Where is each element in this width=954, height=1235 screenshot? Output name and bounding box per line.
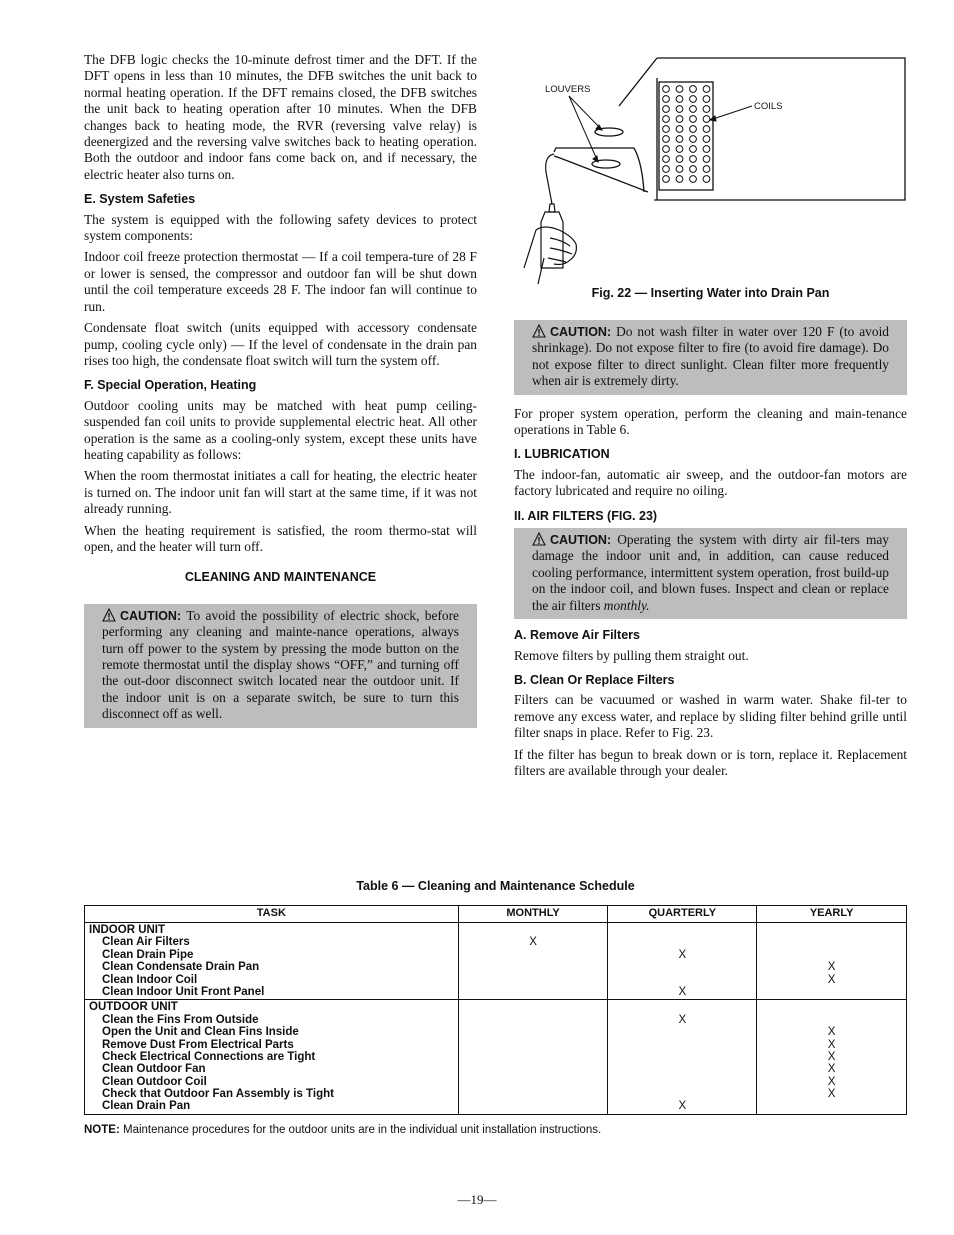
page-number: —19— [457, 1192, 497, 1207]
coil-tube [676, 156, 683, 163]
monthly-mark [463, 1100, 604, 1112]
coil-tube [663, 96, 670, 103]
caution-text: Do not wash filter in water over 120 F (to avoid shrinkage). Do not expose filter to fire (to avoid fire damage). Do not expose filter to direct sunlight. Clean filter more frequently when air is extremely dirty. [532, 324, 889, 389]
quarterly-mark [612, 1026, 752, 1038]
remove-filters-heading: A. Remove Air Filters [514, 628, 640, 643]
table-cell-task [85, 923, 459, 1000]
coil-tube [703, 126, 710, 133]
yearly-mark [761, 1014, 902, 1026]
coil-tube [663, 116, 670, 123]
table-note [84, 1124, 601, 1136]
monthly-mark [463, 1088, 604, 1100]
float-switch-paragraph: Condensate float switch (units equipped with accessory condensate pump, cooling cycle only) — If the level of condensate in the drain pan rises too high, the condensate float switch will turn the system off. [84, 320, 477, 368]
yearly-mark: X [827, 1026, 836, 1039]
yearly-mark [761, 1100, 902, 1112]
note-text: Maintenance procedures for the outdoor units are in the individual unit installation instructions. [122, 1124, 602, 1136]
warning-triangle-icon [102, 608, 116, 622]
monthly-mark [463, 1076, 604, 1088]
monthly-mark [463, 986, 604, 998]
quarterly-mark [612, 961, 752, 973]
caution-text: Operating the system with dirty air fil-ters may damage the indoor unit and, in addition, can cause reduced cooling performance, intermittent system operation, frost build-up on the indoor coil, and blown fuses. Inspect and clean or replace the air filters [532, 532, 889, 613]
coil-tube [690, 156, 697, 163]
yearly-mark: X [827, 1088, 836, 1101]
proper-operation-paragraph: For proper system operation, perform the cleaning and main-tenance operations in Table 6. [514, 405, 907, 438]
quarterly-mark: X [678, 1100, 687, 1113]
yearly-mark: X [827, 973, 836, 986]
replace-filters-paragraph: If the filter has begun to break down or is torn, replace it. Replacement filters are available through your dealer. [514, 746, 907, 778]
lubrication-paragraph: The indoor-fan, automatic air sweep, and the outdoor-fan motors are factory lubricated and require no oiling. [514, 466, 907, 499]
header-task: TASK [85, 906, 459, 923]
coil-tube [690, 106, 697, 113]
figure-caption: Fig. 22 — Inserting Water into Drain Pan [591, 286, 830, 300]
task-label: Clean Indoor Coil [102, 973, 198, 986]
cleaning-maintenance-heading: CLEANING AND MAINTENANCE [184, 570, 377, 585]
coil-tube [703, 156, 710, 163]
coil-tube [676, 136, 683, 143]
yearly-mark: X [827, 1063, 836, 1076]
table-row [85, 923, 907, 1000]
coil-tube [690, 146, 697, 153]
special-operation-heading: F. Special Operation, Heating [84, 378, 257, 393]
freeze-protection-paragraph: Indoor coil freeze protection thermostat — If a coil tempera-ture of 28 F or lower is sensed, the compressor and outdoor fan will be shut down until the coil temperature exceeds 28 F. The indoor fan will continue to run. [84, 249, 477, 314]
quarterly-mark: X [678, 985, 687, 998]
caution-emphasis: monthly. [603, 597, 650, 613]
coil-tube [663, 156, 670, 163]
coil-tube [703, 116, 710, 123]
task-label: Clean Outdoor Coil [102, 1075, 207, 1088]
coil-tube [676, 166, 683, 173]
group-title-spacer [612, 1001, 752, 1013]
task-label: Clean Drain Pipe [102, 948, 194, 961]
lubrication-heading: I. LUBRICATION [514, 447, 610, 462]
note-label: NOTE: [84, 1124, 120, 1136]
header-quarterly: QUARTERLY [608, 906, 757, 923]
coil-tube [703, 96, 710, 103]
coil-tube [676, 96, 683, 103]
maintenance-schedule-table [84, 905, 907, 1115]
coil-tube [676, 86, 683, 93]
coil-tube [676, 106, 683, 113]
task-label: Clean Indoor Unit Front Panel [102, 985, 265, 998]
quarterly-mark [612, 974, 752, 986]
monthly-mark [463, 1039, 604, 1051]
task-label: Check that Outdoor Fan Assembly is Tight [102, 1088, 334, 1101]
coil-tube [690, 116, 697, 123]
task-label: Check Electrical Connections are Tight [102, 1050, 316, 1063]
monthly-mark [463, 974, 604, 986]
coil-tube [676, 126, 683, 133]
coil-tube [690, 86, 697, 93]
air-filters-heading: II. AIR FILTERS (FIG. 23) [514, 508, 658, 523]
squeeze-bottle-icon [524, 204, 576, 284]
coil-tube [690, 136, 697, 143]
table-cell-quarterly [608, 1000, 757, 1115]
table-cell-yearly [757, 1000, 907, 1115]
yearly-mark [761, 936, 902, 948]
yearly-mark [761, 986, 902, 998]
coil-tube [703, 106, 710, 113]
coil-tube [663, 86, 670, 93]
coil-tube [663, 146, 670, 153]
coil-tube [703, 166, 710, 173]
heating-call-paragraph: When the room thermostat initiates a call for heating, the electric heater is turned on. The indoor unit fan will start at the same time, if it was not already running. [84, 468, 477, 517]
monthly-mark [463, 1026, 604, 1038]
coil-tube [676, 116, 683, 123]
quarterly-mark [612, 1076, 752, 1088]
group-title-spacer [612, 924, 752, 936]
coil-tube [690, 166, 697, 173]
table-header-row [85, 906, 907, 923]
group-title: INDOOR UNIT [89, 924, 166, 936]
caution-label: CAUTION: [120, 608, 182, 623]
system-safeties-heading: E. System Safeties [84, 192, 196, 207]
yearly-mark: X [827, 1050, 836, 1063]
warning-triangle-icon [532, 532, 546, 546]
monthly-mark [463, 961, 604, 973]
table-caption: Table 6 — Cleaning and Maintenance Schedule [356, 879, 635, 893]
quarterly-mark: X [678, 1013, 687, 1026]
coil-tube [703, 146, 710, 153]
group-title-spacer [463, 1001, 604, 1013]
coil-tube [676, 146, 683, 153]
task-label: Open the Unit and Clean Fins Inside [102, 1026, 299, 1039]
table-cell-quarterly [608, 923, 757, 1000]
coil-tube [663, 106, 670, 113]
table-cell-task [85, 1000, 459, 1115]
clean-filters-paragraph: Filters can be vacuumed or washed in warm water. Shake fil-ter to remove any excess water, and replace by sliding filter behind grille until filter snaps in place. Refer to Fig. 23. [514, 692, 907, 741]
header-yearly: YEARLY [757, 906, 907, 923]
monthly-mark [463, 1063, 604, 1075]
defrost-paragraph: The DFB logic checks the 10-minute defrost timer and the DFT. If the DFT opens in less than 10 minutes, the DFB switches the unit back to normal heating operation. If the DFT remains closed, the DFB switches the unit back to heating operation after 10 minutes. When the DFB changes back to heating mode, the RVR (reversing valve relay) is deenergized and the reversing valve switches back to heating operation. Both the outdoor and indoor fans come back on, and if necessary, the electric heater also turns on. [84, 52, 477, 182]
task-label: Clean Outdoor Fan [102, 1063, 206, 1076]
quarterly-mark: X [678, 948, 687, 961]
dirty-filter-caution [514, 528, 907, 619]
coil-tube [703, 176, 710, 183]
task-label: Remove Dust From Electrical Parts [102, 1038, 294, 1051]
monthly-mark [463, 949, 604, 961]
clean-filters-heading: B. Clean Or Replace Filters [514, 672, 675, 687]
coil-tubes [663, 86, 710, 183]
task-label: Clean Air Filters [102, 936, 190, 949]
quarterly-mark [612, 936, 752, 948]
coil-tube [676, 176, 683, 183]
electric-shock-caution [84, 604, 477, 728]
yearly-mark: X [827, 1075, 836, 1088]
table-cell-monthly [458, 923, 608, 1000]
coil-tube [663, 166, 670, 173]
coil-tube [663, 126, 670, 133]
safeties-intro: The system is equipped with the following safety devices to protect system components: [84, 211, 477, 244]
table-cell-yearly [757, 923, 907, 1000]
coil-tube [690, 176, 697, 183]
monthly-mark: X [529, 936, 537, 949]
table-cell-monthly [458, 1000, 608, 1115]
left-column [84, 52, 477, 736]
caution-label: CAUTION: [550, 533, 612, 548]
drain-pan-figure [514, 52, 907, 307]
louvers-label: LOUVERS [545, 84, 591, 95]
coils-label: COILS [754, 101, 783, 112]
yearly-mark: X [827, 1038, 836, 1051]
caution-label: CAUTION: [550, 325, 612, 339]
header-monthly: MONTHLY [458, 906, 608, 923]
special-operation-paragraph: Outdoor cooling units may be matched with heat pump ceiling-suspended fan coil units to provide supplemental electric heat. All other operation is the same as a cooling-only system, except these units have heating capability as follows: [84, 397, 477, 462]
task-label: Clean Drain Pan [102, 1100, 191, 1113]
coil-tube [703, 86, 710, 93]
warning-triangle-icon [532, 324, 546, 338]
filter-wash-caution [514, 320, 907, 395]
coil-tube [690, 96, 697, 103]
caution-text: To avoid the possibility of electric shock, before performing any cleaning and mainte-nance operations, always turn off power to the system by pressing the mode button on the remote thermostat until the display shows “OFF,” and turning off the out-door disconnect switch located near the outdoor unit. If the indoor unit is on a separate switch, be sure to turn this disconnect off as well. [102, 607, 460, 722]
group-title-spacer [761, 924, 902, 936]
coil-tube [663, 136, 670, 143]
group-title: OUTDOOR UNIT [89, 1001, 178, 1014]
quarterly-mark [612, 1088, 752, 1100]
quarterly-mark [612, 1063, 752, 1075]
monthly-mark [463, 1014, 604, 1026]
quarterly-mark [612, 1039, 752, 1051]
task-label: Clean Condensate Drain Pan [102, 961, 260, 974]
quarterly-mark [612, 1051, 752, 1063]
coil-tube [690, 126, 697, 133]
task-label: Clean the Fins From Outside [102, 1013, 259, 1026]
heating-satisfied-paragraph: When the heating requirement is satisfied, the room thermo-stat will open, and the heater will turn off. [84, 522, 477, 554]
coil-tube [663, 176, 670, 183]
yearly-mark: X [827, 961, 836, 974]
yearly-mark [761, 949, 902, 961]
coil-tube [703, 136, 710, 143]
table-row [85, 1000, 907, 1115]
group-title-spacer [463, 924, 604, 936]
remove-filters-paragraph: Remove filters by pulling them straight out. [514, 647, 749, 663]
right-column [514, 320, 907, 784]
monthly-mark [463, 1051, 604, 1063]
group-title-spacer [761, 1001, 902, 1013]
